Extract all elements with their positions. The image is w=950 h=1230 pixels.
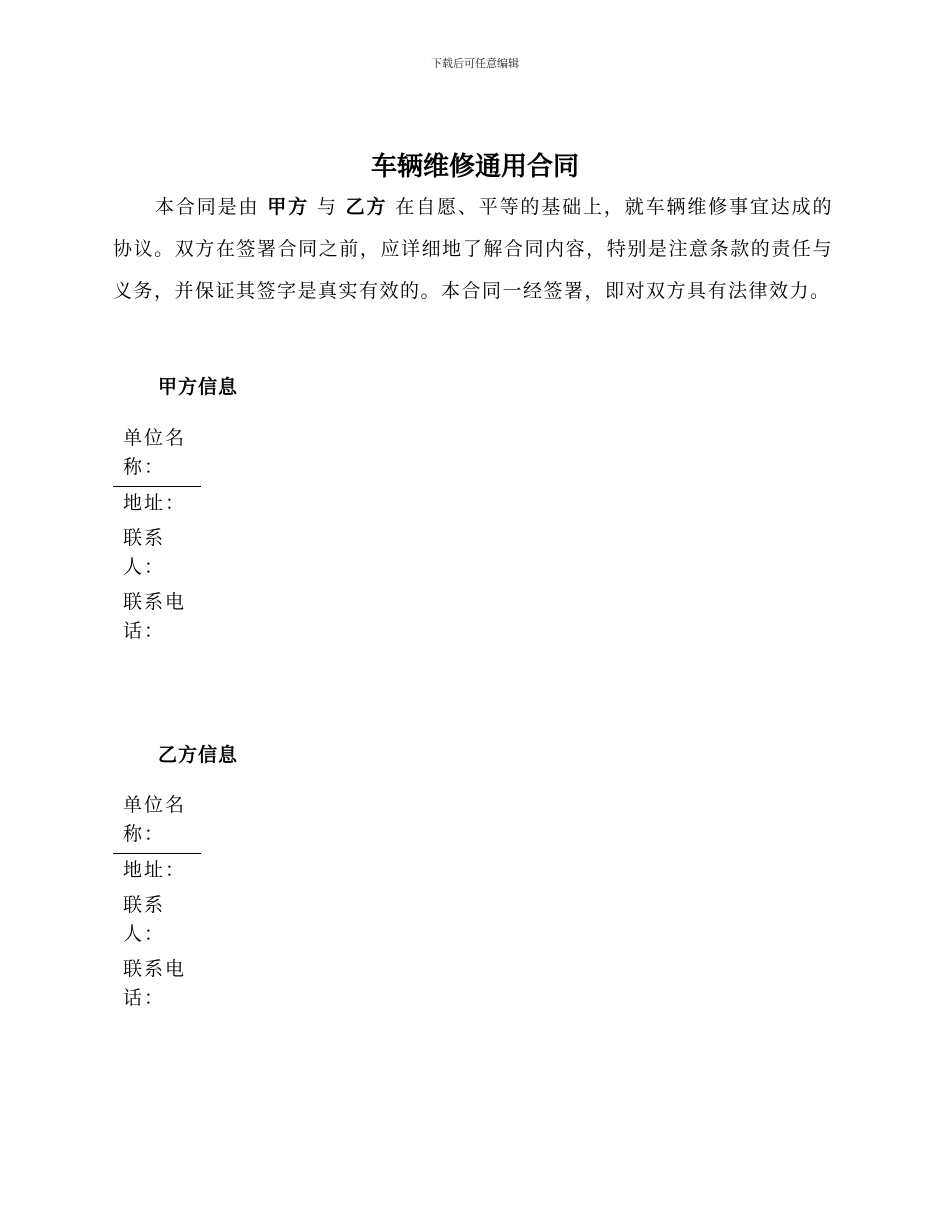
intro-text-2: 与 <box>308 196 346 218</box>
party-b-heading: 乙方信息 <box>158 744 239 766</box>
party-b-company-name-label: 单位名称： <box>113 789 201 854</box>
party-a-address-label: 地址： <box>123 492 187 514</box>
party-a-contact-phone-label: 联系电话： <box>123 591 187 642</box>
party-a-info-block <box>113 422 203 650</box>
party-b-contact-phone-label: 联系电话： <box>123 958 187 1009</box>
party-b-term: 乙方 <box>345 196 388 218</box>
party-a-contact-person-label: 联系人： <box>123 527 166 578</box>
party-b-address-label: 地址： <box>123 859 187 881</box>
party-a-term: 甲方 <box>267 196 309 218</box>
page-title: 车辆维修通用合同 <box>370 152 579 182</box>
intro-text-1: 本合同是由 <box>155 196 268 218</box>
intro-text-3: 在自愿、平等的基础上，就车辆维修事宜达成的协议。双方在签署合同之前，应详细地了解合同内容，特别是注意条款的责任与义务，并保证其签字是真实有效的。本合同一经签署，即对双方具有法律效力。 <box>113 196 833 302</box>
party-b-contact-person-label: 联系人： <box>123 894 166 945</box>
party-b-info-block <box>113 789 203 1017</box>
header-note: 下载后可任意编辑 <box>431 57 519 70</box>
party-a-company-name-label: 单位名称： <box>113 422 201 487</box>
party-a-heading: 甲方信息 <box>158 376 239 398</box>
intro-paragraph <box>113 186 833 312</box>
